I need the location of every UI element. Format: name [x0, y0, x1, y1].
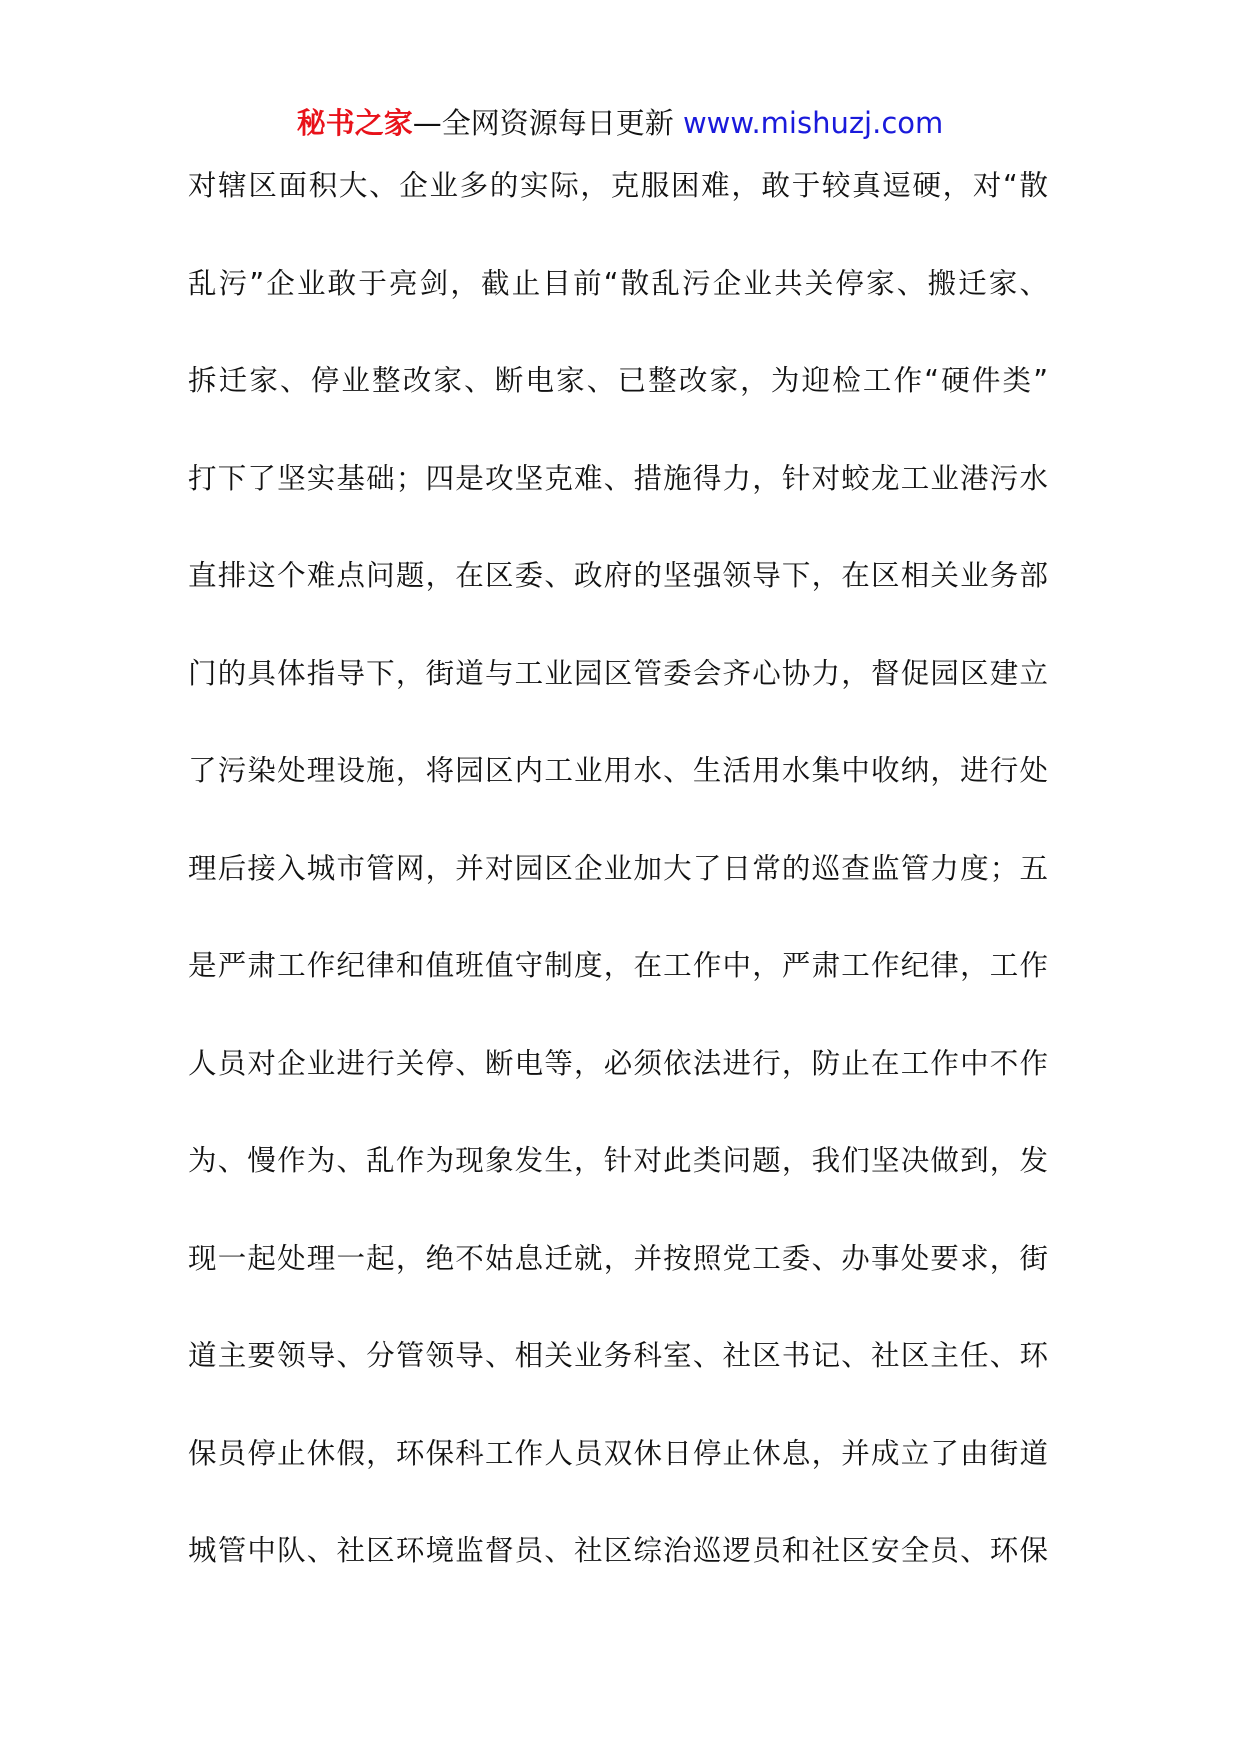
body-line: 拆迁家、停业整改家、断电家、已整改家，为迎检工作“硬件类”: [188, 364, 1048, 397]
site-tagline: —全网资源每日更新: [412, 106, 683, 140]
body-line: 是严肃工作纪律和值班值守制度，在工作中，严肃工作纪律，工作: [188, 949, 1048, 982]
body-line: 道主要领导、分管领导、相关业务科室、社区书记、社区主任、环: [188, 1339, 1048, 1372]
site-url-link[interactable]: www.mishuzj.com: [682, 106, 944, 140]
body-line: 为、慢作为、乱作为现象发生，针对此类问题，我们坚决做到，发: [188, 1144, 1048, 1177]
body-line: 打下了坚实基础；四是攻坚克难、措施得力，针对蛟龙工业港污水: [188, 461, 1048, 495]
body-line: 门的具体指导下，街道与工业园区管委会齐心协力，督促园区建立: [188, 656, 1048, 690]
body-line: 现一起处理一起，绝不姑息迁就，并按照党工委、办事处要求，街: [188, 1241, 1048, 1275]
body-line: 直排这个难点问题，在区委、政府的坚强领导下，在区相关业务部: [188, 559, 1048, 592]
document-body: [188, 166, 1048, 1629]
site-brand: 秘书之家: [296, 106, 413, 140]
body-line: 乱污”企业敢于亮剑，截止目前“散乱污企业共关停家、搬迁家、: [188, 266, 1048, 300]
site-header: [0, 103, 1240, 143]
body-line: 对辖区面积大、企业多的实际，克服困难，敢于较真逗硬，对“散: [188, 169, 1048, 202]
body-line: 理后接入城市管网，并对园区企业加大了日常的巡查监管力度；五: [188, 851, 1048, 885]
body-line: 人员对企业进行关停、断电等，必须依法进行，防止在工作中不作: [188, 1046, 1048, 1080]
body-line: 保员停止休假，环保科工作人员双休日停止休息，并成立了由街道: [188, 1436, 1048, 1470]
body-line: 了污染处理设施，将园区内工业用水、生活用水集中收纳，进行处: [188, 754, 1048, 787]
body-line: 城管中队、社区环境监督员、社区综治巡逻员和社区安全员、环保: [188, 1534, 1048, 1567]
